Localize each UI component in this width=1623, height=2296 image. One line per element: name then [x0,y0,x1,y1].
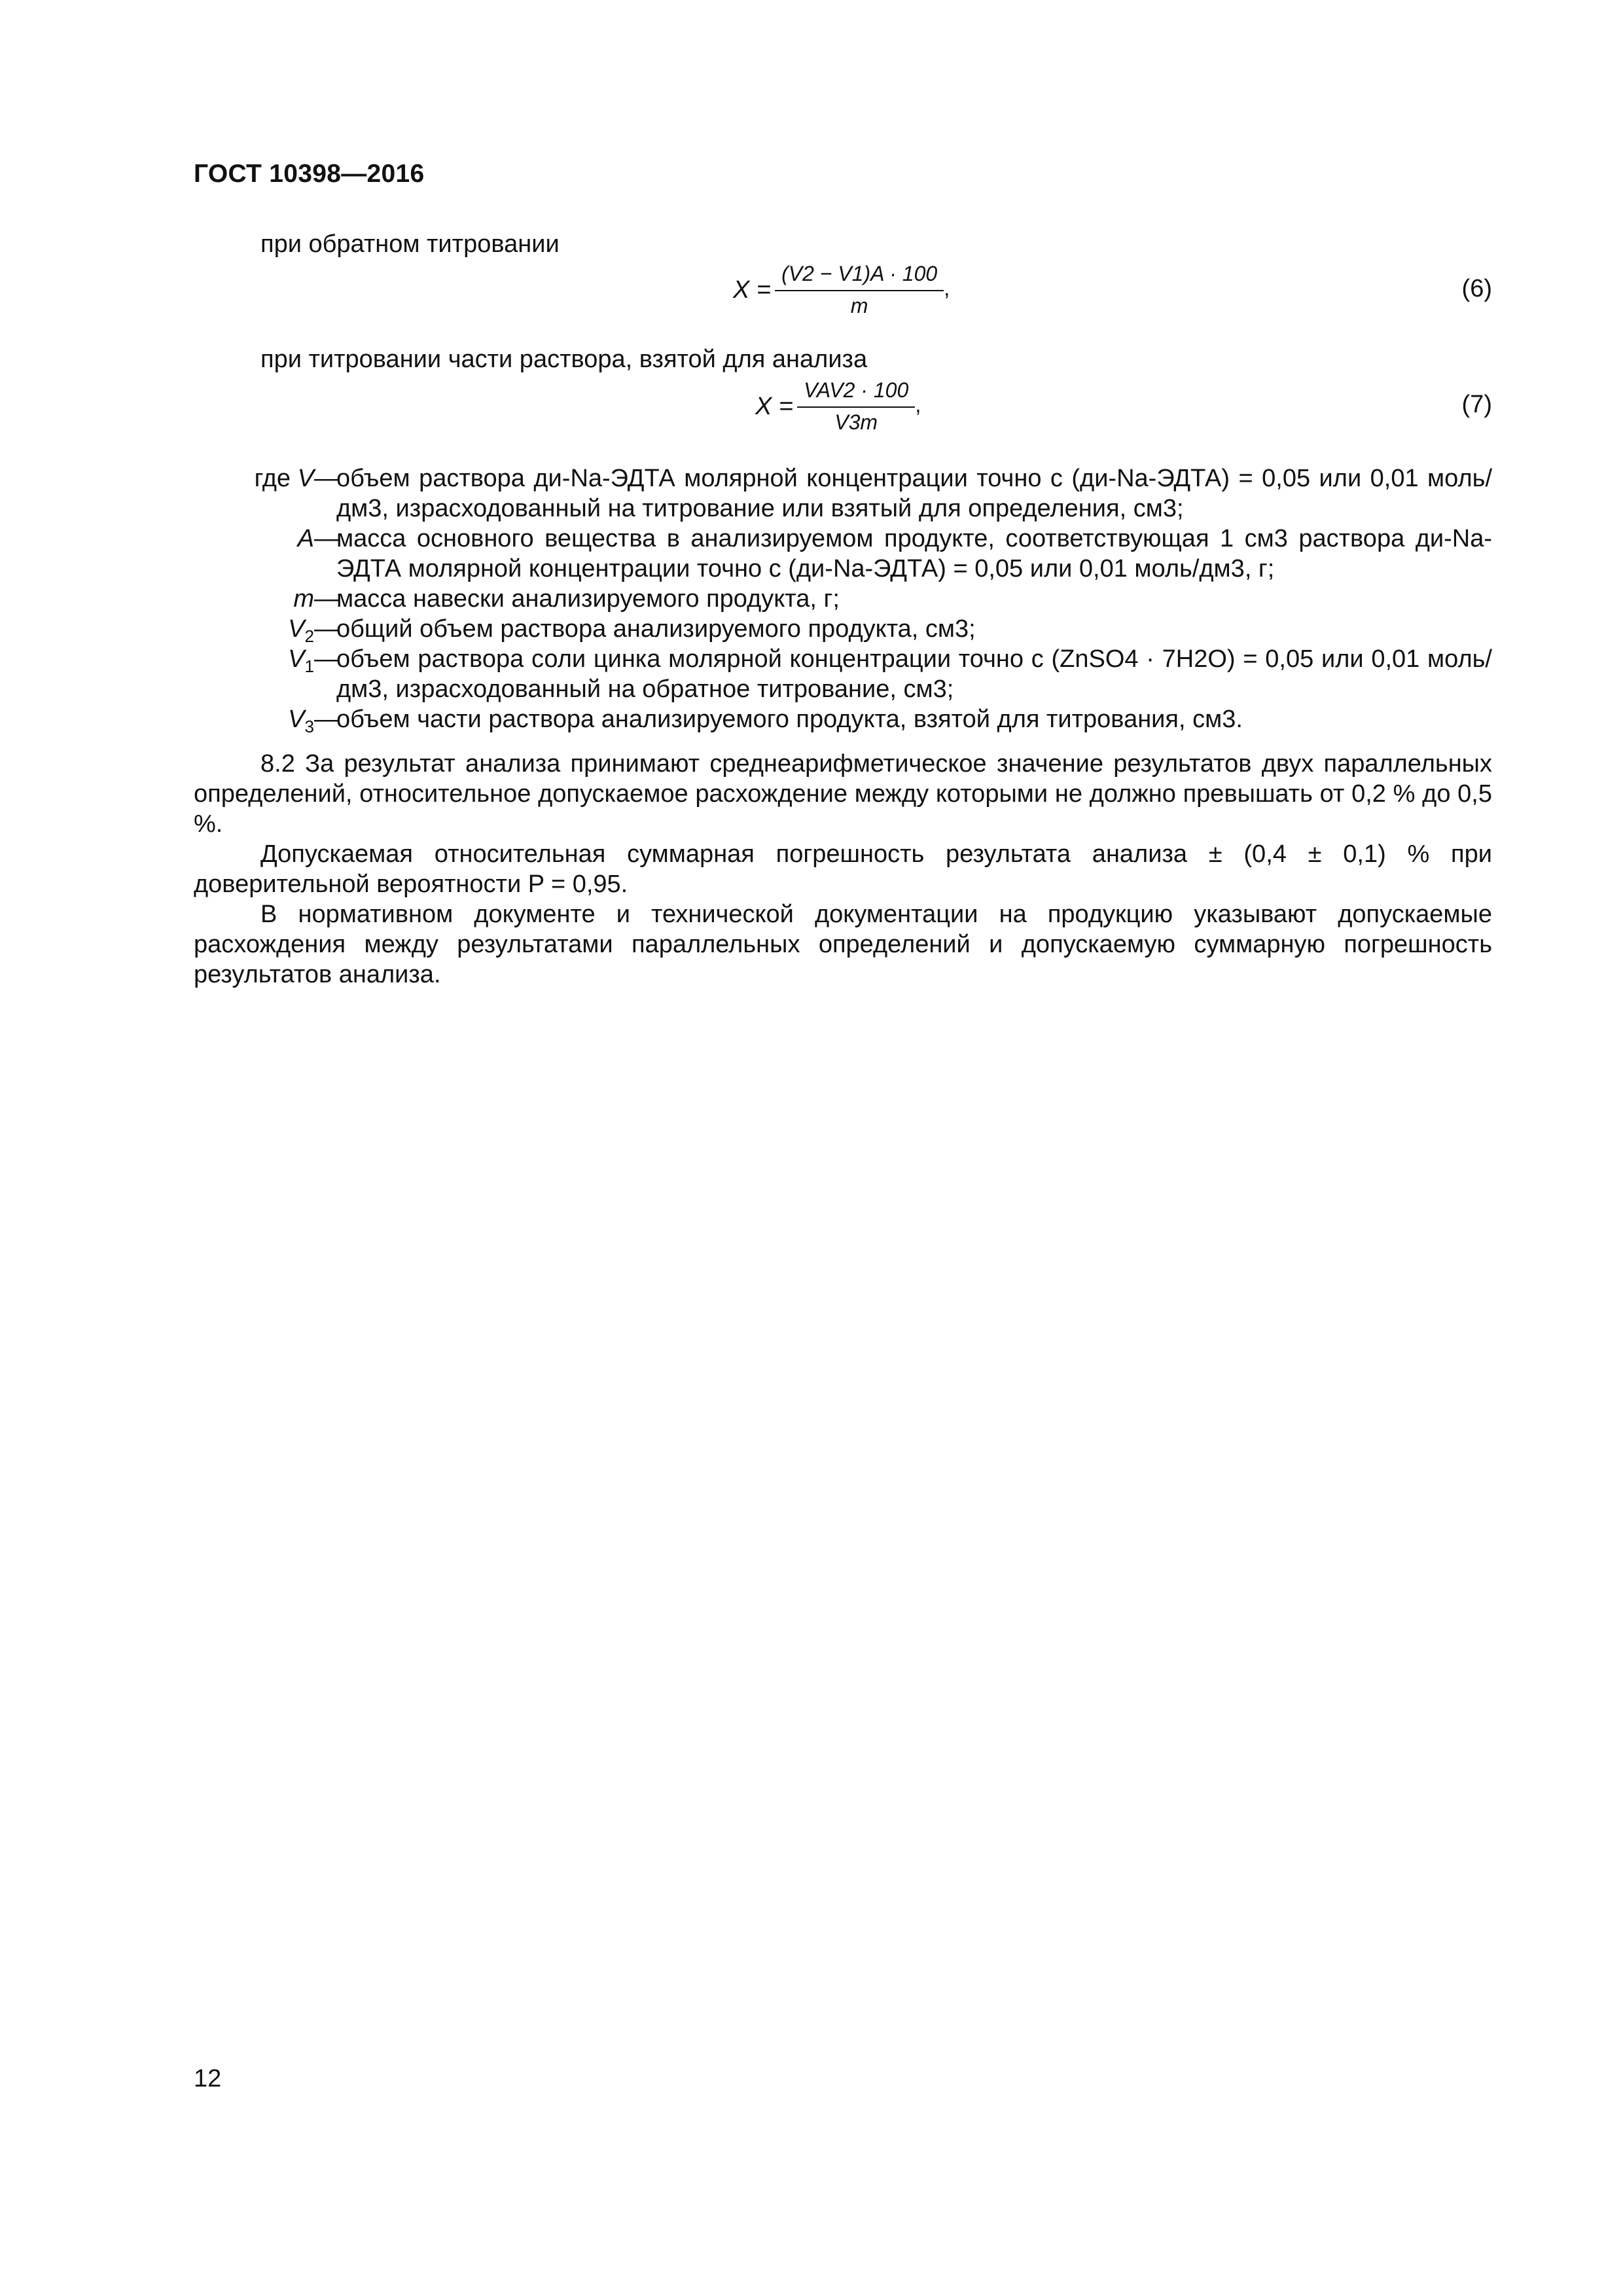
paragraph-normative [194,899,1492,990]
formula-6-denominator: m [850,294,868,317]
paragraph-accuracy-text: Допускаемая относительная суммарная погрешность результата анализа ± (0,4 ± 0,1) % при доверительной вероятности P = 0,95. [194,840,1492,898]
formula-6-lhs: X = [733,276,772,304]
back-titration-label: при обратном титровании [260,230,560,258]
definition-v-text: объем раствора ди-Na-ЭДТА молярной концентрации точно c (ди-Na-ЭДТА) = 0,05 или 0,01 моль/дм3, израсходованный на титрование или взятый для определения, см3; [336,465,1492,522]
formula-7-fraction [797,378,915,435]
definition-v: где V — объем раствора ди-Na-ЭДТА молярной концентрации точно c (ди-Na-ЭДТА) = 0,05 или 0,01 моль/дм3, израсходованный на титрование или взятый для определения, см3; [254,465,1492,522]
definition-m: m — масса навески анализируемого продукта, г; [194,584,1492,614]
definition-m-text: масса навески анализируемого продукта, г; [336,585,840,613]
definition-v2: $V_2$ — общий объем раствора анализируемого продукта, см3; [194,614,1492,644]
paragraph-normative-text: В нормативном документе и технической документации на продукцию указывают допускаемые расхождения между результатами параллельных определений и допускаемую суммарную погрешность результатов анализа. [194,901,1492,988]
formula-7-lhs: X = [755,392,794,420]
formula-6-numerator: (V2 − V1)A · 100 [775,262,944,291]
paragraph-accuracy [194,839,1492,899]
formula-7-number: (7) [1461,391,1492,418]
document-header: ГОСТ 10398—2016 [194,160,425,188]
formula-7-numerator: VAV2 · 100 [797,378,915,408]
page-number: 12 [194,2065,222,2092]
definition-v1: $V_1$ — объем раствора соли цинка молярной концентрации точно c (ZnSO4 · 7H2O) = 0,05 или 0,01 моль/дм3, израсходованный на обратное титрование, см3; [288,645,1492,703]
formula-7-denominator: V3m [834,410,878,434]
definition-v2-text: общий объем раствора анализируемого продукта, см3; [336,615,976,643]
paragraph-8-2 [194,749,1492,839]
definition-v3: $V_3$ — объем части раствора анализируемого продукта, взятой для титрования, см3. [194,704,1492,734]
formula-7: X = $\frac{\text{VAV2 · 100}}{V3m}$ , [755,378,921,434]
formula-6-fraction [775,262,944,318]
part-titration-label: при титровании части раствора, взятой для анализа [260,346,868,373]
formula-6: X = $\frac{(V2 - V1)A \cdot 100}{m}$ , [733,262,950,317]
symbol-definitions [194,463,1492,734]
paragraph-8-2-text: 8.2 За результат анализа принимают среднеарифметическое значение результатов двух параллельных определений, относительное допускаемое расхождение между которыми не должно превышать от 0,2 % до 0,5 %. [194,750,1492,838]
definitions-lead: где [254,465,291,492]
definition-a: A — масса основного вещества в анализируемом продукте, соответствующая 1 см3 раствора ди-Na-ЭДТА молярной концентрации точно c (ди-Na-ЭДТА) = 0,05 или 0,01 моль/дм3, г; [297,525,1492,583]
definition-v1-text: объем раствора соли цинка молярной концентрации точно c (ZnSO4 · 7H2O) = 0,05 или 0,01 моль/дм3, израсходованный на обратное титрование, см3; [336,645,1492,703]
definition-a-text: масса основного вещества в анализируемом продукте, соответствующая 1 см3 раствора ди-Na-ЭДТА молярной концентрации точно c (ди-Na-ЭДТА) = 0,05 или 0,01 моль/дм3, г; [336,525,1492,583]
definition-v3-text: объем части раствора анализируемого продукта, взятой для титрования, см3. [336,706,1243,733]
formula-6-number: (6) [1461,275,1492,302]
